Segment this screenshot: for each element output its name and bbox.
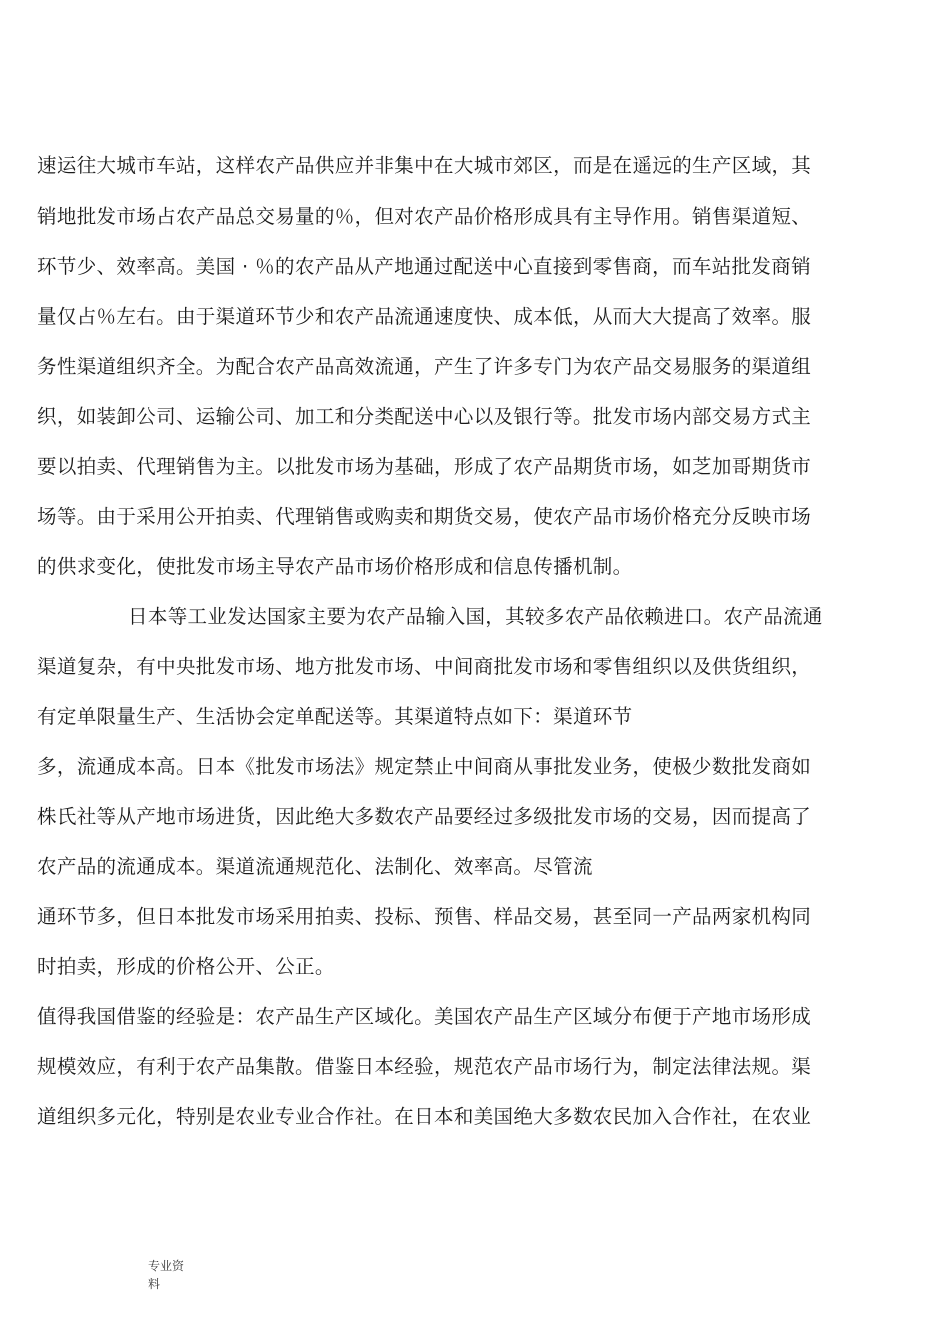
body-text-line: 渠道复杂，有中央批发市场、地方批发市场、中间商批发市场和零售组织以及供货组织，	[37, 655, 812, 678]
body-text-line: 时拍卖，形成的价格公开、公正。	[37, 955, 335, 978]
body-text-line: 量仅占％左右。由于渠道环节少和农产品流通速度快、成本低，从而大大提高了效率。服	[37, 305, 812, 328]
body-text-line: 规模效应，有利于农产品集散。借鉴日本经验，规范农产品市场行为，制定法律法规。渠	[37, 1055, 812, 1078]
body-text-line: 环节少、效率高。美国 · ％的农产品从产地通过配送中心直接到零售商，而车站批发商销	[37, 255, 811, 278]
footer-text: 料	[148, 1277, 161, 1291]
body-text-line: 农产品的流通成本。渠道流通规范化、法制化、效率高。尽管流	[37, 855, 593, 878]
body-text-line: 株氏社等从产地市场进货，因此绝大多数农产品要经过多级批发市场的交易，因而提高了	[37, 805, 812, 828]
paragraph-first-line: 值得我国借鉴的经验是：农产品生产区域化。美国农产品生产区域分布便于产地市场形成	[37, 1005, 812, 1028]
body-text-line: 道组织多元化，特别是农业专业合作社。在日本和美国绝大多数农民加入合作社，在农业	[37, 1105, 812, 1128]
body-text-line: 速运往大城市车站，这样农产品供应并非集中在大城市郊区，而是在遥远的生产区域，其	[37, 154, 812, 177]
body-text-line: 销地批发市场占农产品总交易量的％，但对农产品价格形成具有主导作用。销售渠道短、	[37, 205, 812, 228]
body-text-line: 织，如装卸公司、运输公司、加工和分类配送中心以及银行等。批发市场内部交易方式主	[37, 405, 812, 428]
footer-text: 专业资	[148, 1259, 185, 1273]
body-text-line: 有定单限量生产、生活协会定单配送等。其渠道特点如下：渠道环节	[37, 705, 633, 728]
body-text-line: 务性渠道组织齐全。为配合农产品高效流通，产生了许多专门为农产品交易服务的渠道组	[37, 355, 812, 378]
body-text-line: 的供求变化，使批发市场主导农产品市场价格形成和信息传播机制。	[37, 555, 633, 578]
body-text-line: 要以拍卖、代理销售为主。以批发市场为基础，形成了农产品期货市场，如芝加哥期货市	[37, 455, 812, 478]
body-text-line: 场等。由于采用公开拍卖、代理销售或购卖和期货交易，使农产品市场价格充分反映市场	[37, 505, 812, 528]
body-text-line: 多，流通成本高。日本《批发市场法》规定禁止中间商从事批发业务，使极少数批发商如	[37, 755, 812, 778]
body-text-line: 通环节多，但日本批发市场采用拍卖、投标、预售、样品交易，甚至同一产品两家机构同	[37, 905, 812, 928]
paragraph-first-line: 日本等工业发达国家主要为农产品输入国，其较多农产品依赖进口。农产品流通	[128, 605, 823, 628]
